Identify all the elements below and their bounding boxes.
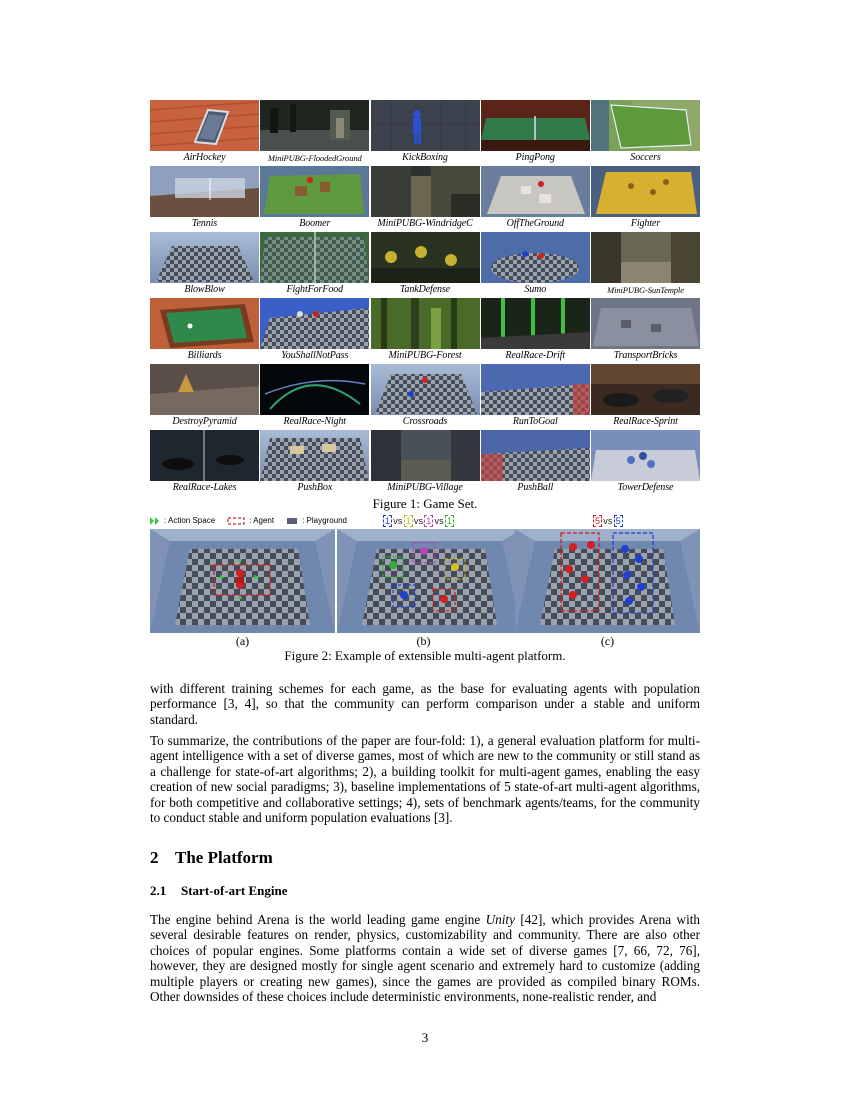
game-thumbnail-minipubg-suntemple xyxy=(591,232,700,283)
game-thumbnail-tennis xyxy=(150,166,259,217)
game-tile xyxy=(371,100,480,166)
game-thumbnail-tankdefense xyxy=(371,232,480,283)
team-size: 1 xyxy=(426,516,432,526)
game-tile xyxy=(481,166,590,232)
game-tile xyxy=(260,100,369,166)
game-thumbnail-kickboxing xyxy=(371,100,480,151)
game-thumbnail-pingpong xyxy=(481,100,590,151)
figure-2-caption: Figure 2: Example of extensible multi-agent platform. xyxy=(284,648,566,663)
game-thumbnail-realrace-lakes xyxy=(150,430,259,481)
body-paragraph xyxy=(150,912,700,1004)
vs-banner-c xyxy=(593,516,623,527)
game-tile xyxy=(481,430,590,496)
game-tile xyxy=(150,430,259,496)
game-label: Billiards xyxy=(187,350,222,361)
game-tile xyxy=(591,232,700,298)
game-tile xyxy=(371,298,480,364)
game-thumbnail-sumo xyxy=(481,232,590,283)
game-thumbnail-crossroads xyxy=(371,364,480,415)
game-thumbnail-minipubg-forest xyxy=(371,298,480,349)
game-label: MiniPUBG-FloodedGround xyxy=(267,153,362,163)
game-tile xyxy=(481,364,590,430)
game-label: RealRace-Sprint xyxy=(613,416,678,427)
game-label: YouShallNotPass xyxy=(281,350,349,361)
vs-text: vs xyxy=(413,516,424,526)
body-paragraph: To summarize, the contributions of the paper are four-fold: 1), a general evaluation platform for multi-agent intelligence with a set of diverse games, most of which are new to the community or still stand as a challenge for state-of-art algorithms; 2), a building toolkit for multi-agent games, enabling the easy creation of new social paradigms; 3), baseline implementations of 5 state-of-art multi-agent algorithms, for both competitive and collaborative settings; 4), sets of benchmark agents/teams, for the community to conduct stable and uniform population evaluations [3]. xyxy=(150,733,700,826)
game-thumbnail-runtogoal xyxy=(481,364,590,415)
figure-1-game-set xyxy=(150,100,700,496)
game-tile xyxy=(150,364,259,430)
game-label: MiniPUBG-WindridgeC xyxy=(377,218,473,229)
game-label: MiniPUBG-Forest xyxy=(388,350,462,361)
game-label: PushBall xyxy=(517,482,554,493)
figure-1-caption: Figure 1: Game Set. xyxy=(372,496,478,511)
game-tile xyxy=(260,298,369,364)
panel-b-image xyxy=(337,529,522,633)
team-size: 1 xyxy=(405,516,411,526)
panel-c-label: (c) xyxy=(600,634,615,648)
panel-a-label: (a) xyxy=(235,634,250,648)
team-size: 1 xyxy=(446,516,453,526)
section-number: 2 xyxy=(150,848,159,867)
panel-a-image xyxy=(150,529,335,633)
team-size: 5 xyxy=(595,516,601,526)
body-paragraph: with different training schemes for each game, as the base for evaluating agents with population performance [3, 4], so that the community can perform comparison under a stable and uniform standard. xyxy=(150,681,700,727)
panel-c-image xyxy=(515,529,700,633)
game-thumbnail-blowblow xyxy=(150,232,259,283)
game-thumbnail-billiards xyxy=(150,298,259,349)
game-thumbnail-fighter xyxy=(591,166,700,217)
game-label: Soccers xyxy=(630,152,661,163)
figure-2-legend xyxy=(150,516,347,526)
game-tile xyxy=(150,166,259,232)
game-label: AirHockey xyxy=(183,152,226,163)
game-label: PingPong xyxy=(515,152,555,163)
game-tile xyxy=(150,100,259,166)
game-tile xyxy=(260,430,369,496)
game-thumbnail-realrace-drift xyxy=(481,298,590,349)
game-tile xyxy=(260,232,369,298)
subsection-heading xyxy=(150,883,288,899)
game-thumbnail-destroypyramid xyxy=(150,364,259,415)
game-tile xyxy=(150,298,259,364)
game-tile xyxy=(591,100,700,166)
game-label: FightForFood xyxy=(286,284,344,295)
game-thumbnail-fightforfood xyxy=(260,232,369,283)
game-tile xyxy=(591,430,700,496)
playground-icon xyxy=(286,517,298,525)
game-row xyxy=(150,364,700,430)
game-label: RealRace-Lakes xyxy=(172,482,237,493)
legend-action-space-label: : Action Space xyxy=(164,516,216,525)
game-tile xyxy=(481,232,590,298)
game-thumbnail-realrace-night xyxy=(260,364,369,415)
game-tile xyxy=(371,364,480,430)
game-label: RunToGoal xyxy=(512,416,558,427)
game-thumbnail-pushball xyxy=(481,430,590,481)
game-thumbnail-realrace-sprint xyxy=(591,364,700,415)
game-thumbnail-offtheground xyxy=(481,166,590,217)
section-heading xyxy=(150,848,273,868)
game-label: TankDefense xyxy=(399,284,451,295)
subsection-title: Start-of-art Engine xyxy=(181,883,288,898)
game-thumbnail-soccers xyxy=(591,100,700,151)
game-label: DestroyPyramid xyxy=(172,416,237,427)
vs-text: vs xyxy=(603,516,613,526)
legend-agent-label: : Agent xyxy=(249,516,275,525)
game-thumbnail-minipubg-floodedground xyxy=(260,100,369,151)
game-tile xyxy=(150,232,259,298)
agent-icon xyxy=(227,517,245,525)
vs-text: vs xyxy=(434,516,444,526)
team-size: 1 xyxy=(385,516,391,526)
page-number: 3 xyxy=(421,1030,429,1045)
game-label: MiniPUBG-SunTemple xyxy=(607,285,684,295)
action-space-icon xyxy=(150,517,160,525)
unity-term: Unity xyxy=(485,912,515,927)
game-label: BlowBlow xyxy=(184,284,225,295)
game-thumbnail-minipubg-windridgec xyxy=(371,166,480,217)
panel-b-label: (b) xyxy=(416,634,431,648)
game-label: MiniPUBG-Village xyxy=(387,482,463,493)
game-row xyxy=(150,232,700,298)
game-row xyxy=(150,430,700,496)
game-tile xyxy=(371,232,480,298)
paragraph-text: The engine behind Arena is the world leading game engine xyxy=(150,912,486,927)
paragraph-text: [42], which provides Arena with several desirable features on render, physics, customizability and community. There are also other choices of popular engines. Some platforms contain a wide set of diverse games [7, 66, 72, 76], however, they are designed mostly for single agent scenario and extremely hard to customize (adding multiple players or creating new games), since the games are provided as compiled binary ROMs. Other downsides of these choices include deterministic environments, none-realistic render, and xyxy=(150,912,701,1005)
section-title: The Platform xyxy=(175,848,273,867)
game-label: PushBox xyxy=(297,482,333,493)
subsection-number: 2.1 xyxy=(150,883,167,898)
game-thumbnail-airhockey xyxy=(150,100,259,151)
game-thumbnail-minipubg-village xyxy=(371,430,480,481)
game-thumbnail-youshallnotpass xyxy=(260,298,369,349)
game-thumbnail-transportbricks xyxy=(591,298,700,349)
game-tile xyxy=(591,364,700,430)
game-thumbnail-towerdefense xyxy=(591,430,700,481)
legend-playground-label: : Playground xyxy=(302,516,347,525)
game-tile xyxy=(591,166,700,232)
game-row xyxy=(150,166,700,232)
game-tile xyxy=(260,166,369,232)
game-label: Boomer xyxy=(299,218,331,229)
game-label: Crossroads xyxy=(402,416,448,427)
team-size: 5 xyxy=(615,516,621,526)
game-label: Tennis xyxy=(191,218,218,229)
game-row xyxy=(150,298,700,364)
game-label: KickBoxing xyxy=(402,152,448,163)
game-label: OffTheGround xyxy=(506,218,564,229)
vs-banner-b xyxy=(383,516,454,527)
game-label: TowerDefense xyxy=(617,482,674,493)
game-thumbnail-boomer xyxy=(260,166,369,217)
game-label: RealRace-Drift xyxy=(505,350,566,361)
game-tile xyxy=(481,298,590,364)
game-row xyxy=(150,100,700,166)
game-label: RealRace-Night xyxy=(283,416,346,427)
game-tile xyxy=(481,100,590,166)
game-label: Sumo xyxy=(524,284,547,295)
game-label: Fighter xyxy=(630,218,661,229)
vs-text: vs xyxy=(393,516,403,526)
game-tile xyxy=(371,166,480,232)
game-tile xyxy=(591,298,700,364)
game-thumbnail-pushbox xyxy=(260,430,369,481)
game-tile xyxy=(371,430,480,496)
game-tile xyxy=(260,364,369,430)
game-label: TransportBricks xyxy=(613,350,678,361)
